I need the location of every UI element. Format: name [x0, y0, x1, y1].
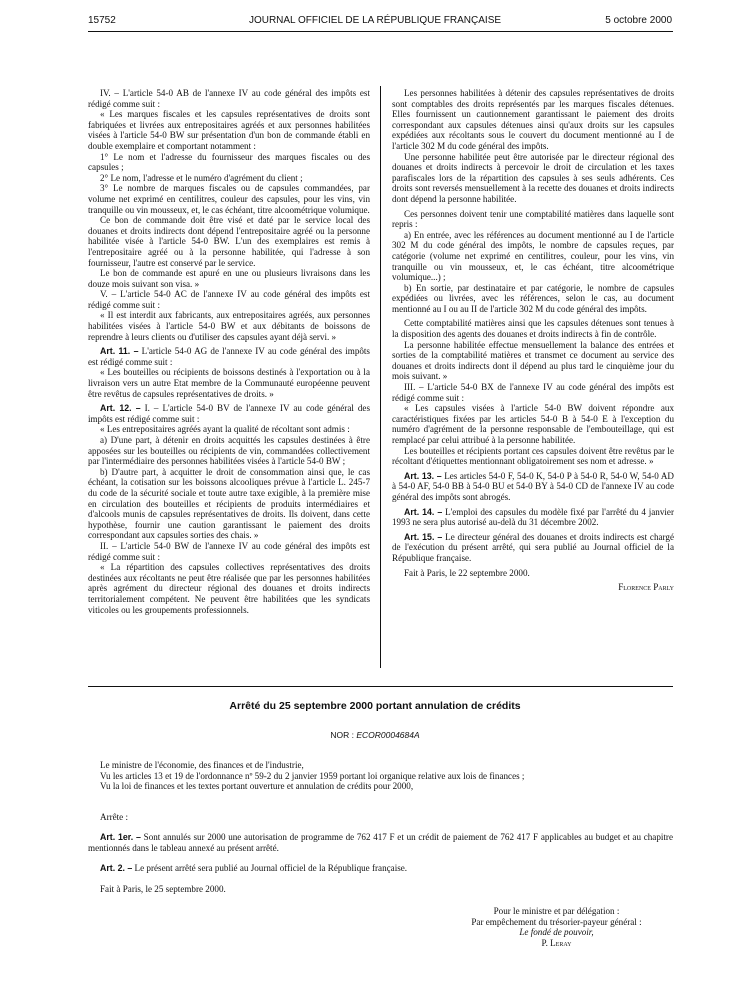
- date-line: Fait à Paris, le 25 septembre 2000.: [100, 883, 226, 894]
- paragraph: Vu les articles 13 et 19 de l'ordonnance nº 59-2 du 2 janvier 1959 portant loi organique relative aux lois de finances ;: [100, 770, 525, 781]
- left-column: [88, 88, 370, 615]
- article-paragraph: Art. 13. – Les articles 54-0 F, 54-0 K, 54-0 P à 54-0 R, 54-0 W, 54-0 AD à 54-0 AF, 54-0 BB à 54-0 BU et 54-0 BY à 54-0 CD de l'annexe IV au code général des impôts sont abrogés.: [392, 470, 674, 502]
- paragraph: 3° Le nombre de marques fiscales ou de capsules commandées, par volume net exprimé en centilitres, couleur des capsules, pour les vins, vin tranquille ou vin mousseux, et, le cas échéant, titre alcoométrique volumique.: [88, 183, 370, 215]
- paragraph: a) D'une part, à détenir en droits acquittés les capsules destinées à être apposées sur les bouteilles ou récipients de vin, commandées collectivement par l'intermédiaire des personnes habilitées visées à l'article 54-0 BW ;: [88, 435, 370, 467]
- column-separator: [380, 86, 381, 668]
- arrete-preamble: [88, 760, 673, 792]
- signature-line: Pour le ministre et par délégation :: [493, 906, 620, 916]
- article-number: Art. 1er. –: [100, 832, 141, 842]
- signature-line: Le fondé de pouvoir,: [519, 927, 594, 938]
- arrete-word: Arrête :: [100, 812, 129, 822]
- paragraph: Cette comptabilité matières ainsi que les capsules détenues sont tenues à la disposition des agents des douanes et droits indirects à fin de contrôle.: [392, 318, 674, 340]
- arrete-title: Arrêté du 25 septembre 2000 portant annulation de crédits: [229, 700, 521, 712]
- paragraph: « Les entrepositaires agréés ayant la qualité de récoltant sont admis :: [100, 424, 350, 435]
- paragraph: « Les bouteilles ou récipients de boissons destinés à l'exportation ou à la livraison vers un autre Etat membre de la Communauté européenne peuvent être revêtus de capsules représentatives de droits. »: [88, 367, 370, 399]
- article-number: Art. 11. –: [100, 346, 139, 357]
- paragraph: Les personnes habilitées à détenir des capsules représentatives de droits sont comptables des droits représentés par les marques fiscales détenues. Elles fournissent un cautionnement garantissant le paiement des droits correspondant aux capsules détenues ainsi qu'aux droits sur les capsules expédiées aux récoltants sous le couvert du document mentionné au I de l'article 302 M du code général des impôts.: [392, 88, 674, 151]
- issue-date: 5 octobre 2000: [605, 15, 672, 26]
- signature-name: P. Leray: [541, 937, 572, 948]
- paragraph: Une personne habilitée peut être autorisée par le directeur régional des douanes et droits indirects à percevoir le droit de circulation et les taxes parafiscales lors de la répartition des capsules à ses seuls adhérents. Ces droits sont reversés mensuellement à la recette des douanes et droits indirects dont dépend la personne habilitée.: [392, 151, 674, 204]
- article-number: Art. 15. –: [404, 531, 443, 542]
- article-paragraph: Art. 12. – I. – L'article 54-0 BV de l'annexe IV au code général des impôts est rédigé comme suit :: [88, 403, 370, 424]
- journal-title: JOURNAL OFFICIEL DE LA RÉPUBLIQUE FRANÇAISE: [248, 15, 502, 26]
- article-paragraph: Art. 11. – L'article 54-0 AG de l'annexe IV au code général des impôts est rédigé comme suit :: [88, 346, 370, 367]
- nor-code: ECOR0004684A: [356, 730, 420, 740]
- article-paragraph: Art. 15. – Le directeur général des douanes et droits indirects est chargé de l'exécution du présent arrêté, qui sera publié au Journal officiel de la République française.: [392, 531, 674, 563]
- signature-line: Par empêchement du trésorier-payeur général :: [471, 916, 642, 927]
- paragraph: La personne habilitée effectue mensuellement la balance des entrées et sorties de la comptabilité matières et transmet ce document au service des douanes et droits indirects dont il dépend au plus tard le cinquième jour du mois suivant. »: [392, 339, 674, 382]
- paragraph: V. – L'article 54-0 AC de l'annexe IV au code général des impôts est rédigé comme suit :: [88, 289, 370, 310]
- paragraph: 1° Le nom et l'adresse du fournisseur des marques fiscales ou des capsules ;: [88, 151, 370, 173]
- arrete-articles: [88, 832, 673, 894]
- article-paragraph: Art. 1er. – Sont annulés sur 2000 une autorisation de programme de 762 417 F et un crédit de paiement de 762 417 F applicables au budget et au chapitre mentionnés dans le tableau annexé au présent arrêté.: [88, 832, 673, 853]
- paragraph: Ces personnes doivent tenir une comptabilité matières dans laquelle sont repris :: [392, 208, 674, 230]
- article-number: Art. 2. –: [100, 863, 133, 874]
- paragraph: b) En sortie, par destinataire et par catégorie, le nombre de capsules expédiées ou livrées, avec les références, selon le cas, au document mentionné au I ou au II de l'article 302 M du code général des impôts.: [392, 282, 674, 314]
- page-number: 15752: [88, 15, 116, 26]
- signature: Florence Parly: [618, 582, 674, 593]
- paragraph: a) En entrée, avec les références au document mentionné au I de l'article 302 M du code général des impôts, le nombre de capsules reçues, par catégorie (volume net exprimé en centilitres, couleur, pour les vins, vin tranquille ou vin mousseux, et, le cas échéant, titre alcoométrique volumique...) ;: [392, 229, 674, 283]
- article-number: Art. 12. –: [100, 403, 141, 414]
- nor-reference: [0, 730, 750, 740]
- paragraph: Le bon de commande est apuré en une ou plusieurs livraisons dans les douze mois suivant son visa. »: [88, 268, 370, 289]
- paragraph: Les bouteilles et récipients portant ces capsules doivent être revêtus par le récoltant d'étiquettes mentionnant obligatoirement ses nom et adresse. »: [392, 445, 674, 467]
- paragraph: b) D'autre part, à acquitter le droit de consommation ainsi que, le cas échéant, la cotisation sur les boissons alcooliques prévue à l'article L. 245-7 du code de la sécurité sociale et toute autre taxe exigible, à la première mise en circulation des bouteilles et récipients de produits intermédiaires et d'alcools munis de capsules représentatives de droits. Ils doivent, dans cette hypothèse, fournir une caution garantissant le paiement des droits correspondant aux capsules sorties des chais. »: [88, 466, 370, 541]
- paragraph: IV. – L'article 54-0 AB de l'annexe IV au code général des impôts est rédigé comme suit :: [88, 88, 370, 109]
- paragraph: II. – L'article 54-0 BW de l'annexe IV au code général des impôts est rédigé comme suit :: [88, 540, 370, 562]
- article-paragraph: Art. 2. – Le présent arrêté sera publié au Journal officiel de la République française.: [100, 863, 408, 874]
- arrete-signature: [440, 906, 673, 948]
- header-rule: [88, 31, 673, 32]
- arrete-decision: [88, 812, 673, 823]
- paragraph: Ce bon de commande doit être visé et daté par le service local des douanes et droits indirects dont dépend l'entrepositaire agréé ou la personne habilitée visée à l'article 54-0 BW. L'un des exemplaires est remis à l'entrepositaire agréé ou à la personne habilitée, qui l'adresse à son fournisseur, l'autre est conservé par le service.: [88, 215, 370, 268]
- date-line: Fait à Paris, le 22 septembre 2000.: [404, 567, 530, 578]
- paragraph: Le ministre de l'économie, des finances et de l'industrie,: [100, 760, 304, 770]
- article-number: Art. 14. –: [404, 506, 443, 517]
- paragraph: 2° Le nom, l'adresse et le numéro d'agrément du client ;: [100, 172, 303, 183]
- nor-label: NOR :: [330, 730, 354, 740]
- paragraph: « Il est interdit aux fabricants, aux entrepositaires agréés, aux personnes habilitées visées à l'article 54-0 BW et aux débitants de boissons de reprendre à leurs clients ou d'utiliser des capsules ayant déjà servi. »: [88, 310, 370, 342]
- article-paragraph: Art. 14. – L'emploi des capsules du modèle fixé par l'arrêté du 4 janvier 1993 ne sera plus autorisé au-delà du 31 décembre 2002.: [392, 506, 674, 528]
- paragraph: Vu la loi de finances et les textes portant ouverture et annulation de crédits pour 2000,: [100, 781, 414, 792]
- article-number: Art. 13. –: [404, 470, 442, 481]
- paragraph: III. – L'article 54-0 BX de l'annexe IV au code général des impôts est rédigé comme suit :: [392, 382, 674, 403]
- paragraph: « La répartition des capsules collectives représentatives des droits destinées aux récoltants ne peut être réalisée que par les personnes habilitées après agrément du directeur régional des douanes et droits indirects territorialement compétent. Ne peuvent être habilitées que les syndicats viticoles ou les groupements professionnels.: [88, 562, 370, 615]
- paragraph: « Les capsules visées à l'article 54-0 BW doivent répondre aux caractéristiques fixées par les articles 54-0 B à 54-0 E à l'exception du numéro d'agrément de la personne responsable de l'embouteillage, qui est remplacé par celui attribué à la personne habilitée.: [392, 403, 674, 445]
- paragraph: « Les marques fiscales et les capsules représentatives de droits sont fabriquées et livrées aux entrepositaires agréés et aux personnes habilitées visées à l'article 54-0 BW sur présentation d'un bon de commande établi en double exemplaire et comportant notamment :: [88, 109, 370, 151]
- right-column: [392, 88, 674, 593]
- section-divider: [88, 686, 673, 687]
